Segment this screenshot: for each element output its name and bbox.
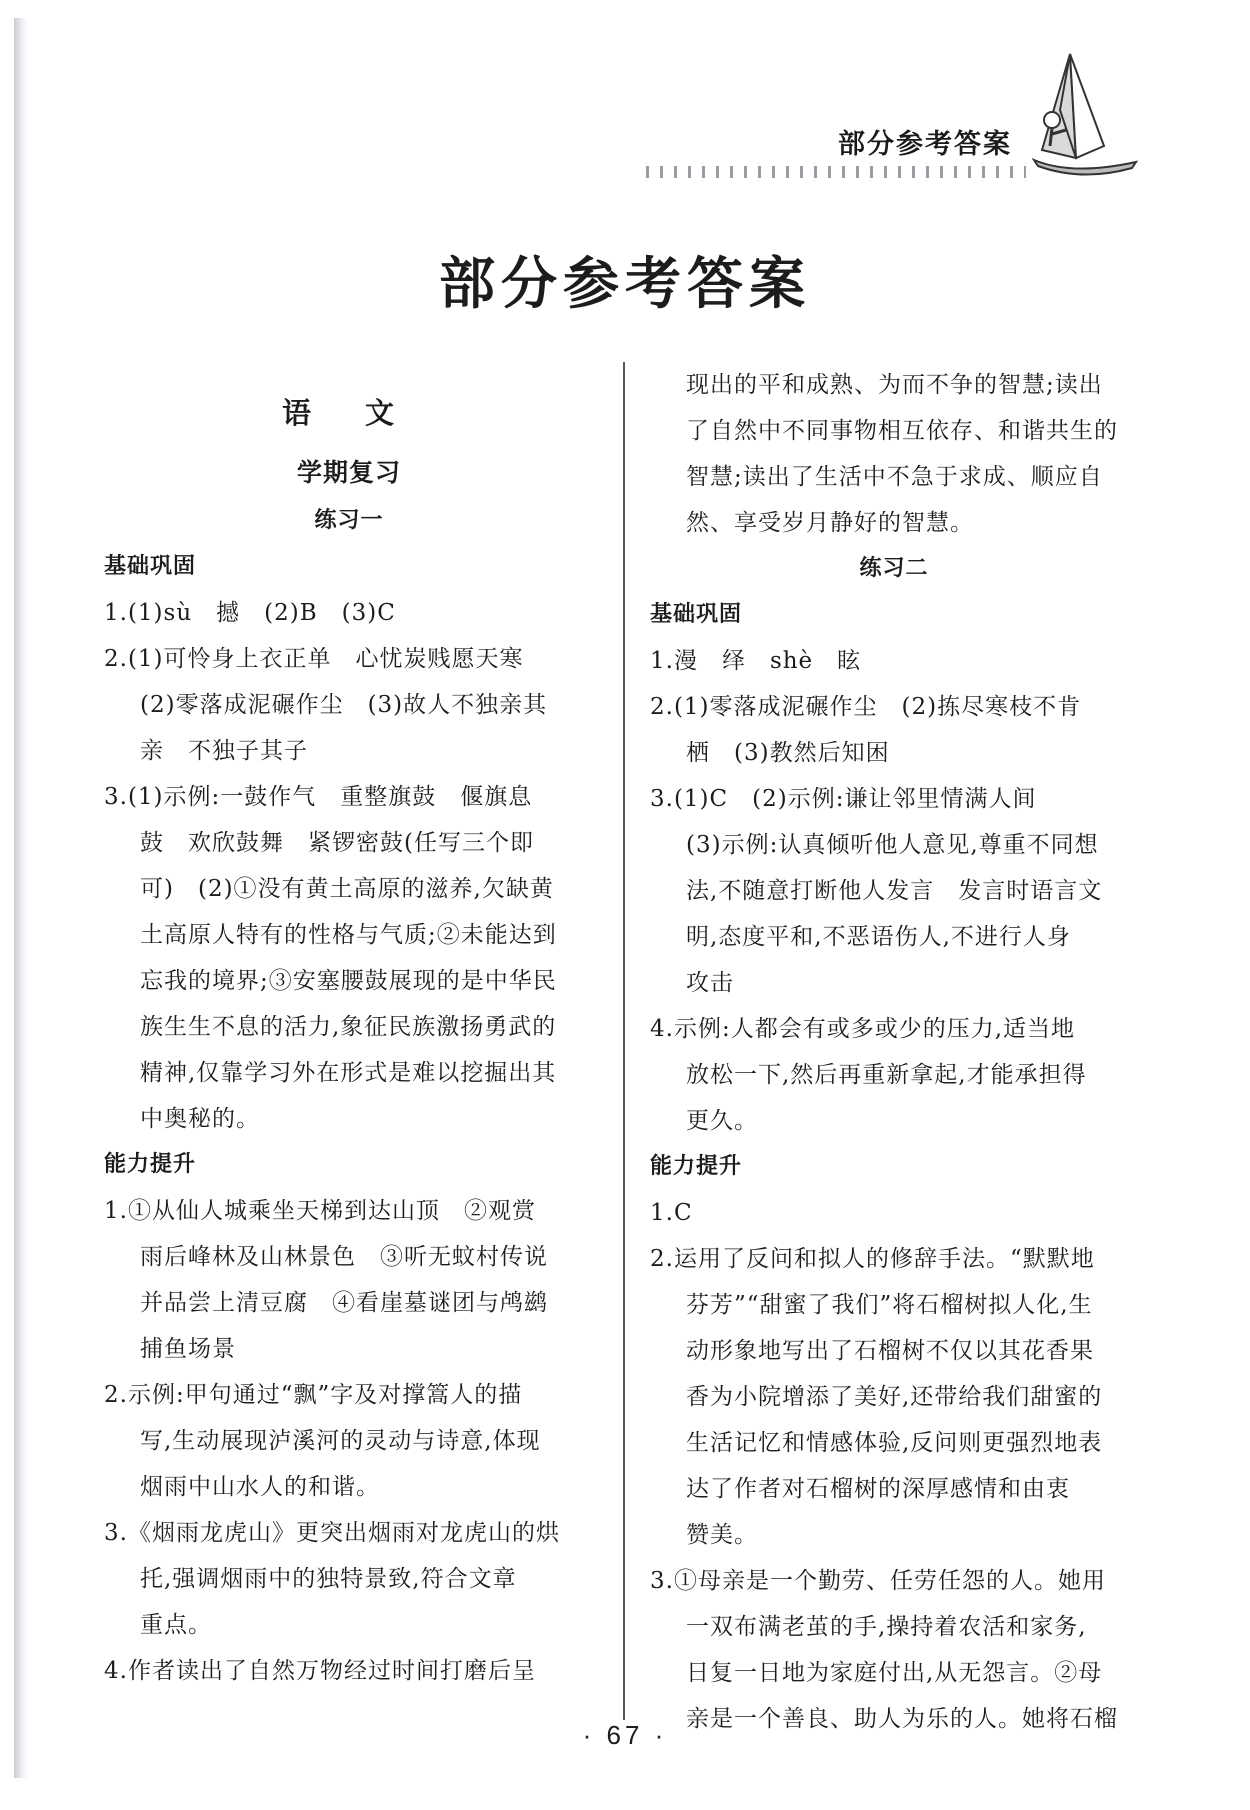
answer-line: 达了作者对石榴树的深厚感情和由衷 (686, 1476, 1070, 1502)
answer-line: 攻击 (686, 970, 734, 996)
answer-line: 亲 不独子其子 (140, 738, 308, 764)
answer-line: 日复一日地为家庭付出,从无怨言。②母 (686, 1660, 1103, 1686)
answer-line: 烟雨中山水人的和谐。 (140, 1474, 380, 1500)
answer-line: 2.示例:甲句通过“飘”字及对撑篙人的描 (104, 1382, 523, 1408)
answer-line: 4.作者读出了自然万物经过时间打磨后呈 (104, 1658, 536, 1684)
answer-line: 1.①从仙人城乘坐天梯到达山顶 ②观赏 (104, 1198, 536, 1224)
windsurfer-icon (1032, 50, 1142, 180)
answer-line: 雨后峰林及山林景色 ③听无蚊村传说 (140, 1244, 548, 1270)
answer-line: 香为小院增添了美好,还带给我们甜蜜的 (686, 1384, 1103, 1410)
answer-line: 族生生不息的活力,象征民族激扬勇武的 (140, 1014, 557, 1040)
left-column (104, 362, 594, 1694)
answer-line: 一双布满老茧的手,操持着农活和家务, (686, 1614, 1087, 1640)
running-header-label: 部分参考答案 (838, 129, 1012, 160)
answer-line: 3.(1)C (2)示例:谦让邻里情满人间 (650, 786, 1037, 812)
answer-line: 3.《烟雨龙虎山》更突出烟雨对龙虎山的烘 (104, 1520, 560, 1546)
right-column (650, 362, 1138, 1742)
answer-line: 2.运用了反问和拟人的修辞手法。“默默地 (650, 1246, 1095, 1272)
answer-line: 托,强调烟雨中的独特景致,符合文章 (140, 1566, 517, 1592)
answer-line: 赞美。 (686, 1522, 758, 1548)
page-title: 部分参考答案 (439, 252, 811, 317)
answer-line: 法,不随意打断他人发言 发言时语言文 (686, 878, 1103, 904)
answer-line: 写,生动展现泸溪河的灵动与诗意,体现 (140, 1428, 541, 1454)
answer-line: 栖 (3)教然后知困 (686, 740, 890, 766)
page-number: · 67 · (582, 1720, 668, 1750)
answer-line: 重点。 (140, 1612, 212, 1638)
answer-line: 现出的平和成熟、为而不争的智慧;读出 (686, 372, 1103, 398)
answer-line: 4.示例:人都会有或多或少的压力,适当地 (650, 1016, 1076, 1042)
answer-line: 鼓 欢欣鼓舞 紧锣密鼓(任写三个即 (140, 830, 534, 856)
answer-line: 土高原人特有的性格与气质;②未能达到 (140, 922, 557, 948)
answer-line: 明,态度平和,不恶语伤人,不进行人身 (686, 924, 1071, 950)
answer-line: 放松一下,然后再重新拿起,才能承担得 (686, 1062, 1087, 1088)
answer-line: 精神,仅靠学习外在形式是难以挖掘出其 (140, 1060, 557, 1086)
answer-line: 芬芳”“甜蜜了我们”将石榴树拟人化,生 (686, 1292, 1093, 1318)
answer-line: 动形象地写出了石榴树不仅以其花香果 (686, 1338, 1094, 1364)
answer-line: 智慧;读出了生活中不急于求成、顺应自 (686, 464, 1103, 490)
answer-line: 生活记忆和情感体验,反问则更强烈地表 (686, 1430, 1103, 1456)
answer-line: 更久。 (686, 1108, 758, 1134)
answer-line: 3.①母亲是一个勤劳、任劳任怨的人。她用 (650, 1568, 1106, 1594)
answer-line: 1.(1)sù 撼 (2)B (3)C (104, 600, 396, 626)
category-heading: 基础巩固 (650, 602, 743, 627)
answer-line: 忘我的境界;③安塞腰鼓展现的是中华民 (140, 968, 557, 994)
answer-line: 1.C (650, 1200, 693, 1226)
answer-line: 可) (2)①没有黄土高原的滋养,欠缺黄 (140, 876, 554, 902)
answer-line: 亲是一个善良、助人为乐的人。她将石榴 (686, 1706, 1118, 1732)
answer-line: 1.漫 绎 shè 眩 (650, 648, 862, 674)
subject-heading: 语 文 (281, 396, 417, 430)
exercise-heading-2: 练习二 (859, 556, 929, 581)
answer-line: 了自然中不同事物相互依存、和谐共生的 (686, 418, 1118, 444)
running-header-bar (646, 166, 1026, 178)
answer-line: 2.(1)可怜身上衣正单 心忧炭贱愿天寒 (104, 646, 524, 672)
category-heading: 能力提升 (650, 1154, 743, 1179)
answer-line: 3.(1)示例:一鼓作气 重整旗鼓 偃旗息 (104, 784, 533, 810)
answer-line: 然、享受岁月静好的智慧。 (686, 510, 974, 536)
category-heading: 基础巩固 (104, 554, 197, 579)
answer-line: 并品尝上清豆腐 ④看崖墓谜团与鸬鹚 (140, 1290, 548, 1316)
answer-line: 中奥秘的。 (140, 1106, 260, 1132)
category-heading: 能力提升 (104, 1152, 197, 1177)
answer-line: 2.(1)零落成泥碾作尘 (2)拣尽寒枝不肯 (650, 694, 1082, 720)
exercise-heading-1: 练习一 (314, 508, 384, 533)
answer-line: (2)零落成泥碾作尘 (3)故人不独亲其 (140, 692, 548, 718)
answer-line: 捕鱼场景 (140, 1336, 236, 1362)
section-heading: 学期复习 (296, 458, 401, 487)
column-divider (623, 362, 625, 1720)
answer-line: (3)示例:认真倾听他人意见,尊重不同想 (686, 832, 1099, 858)
